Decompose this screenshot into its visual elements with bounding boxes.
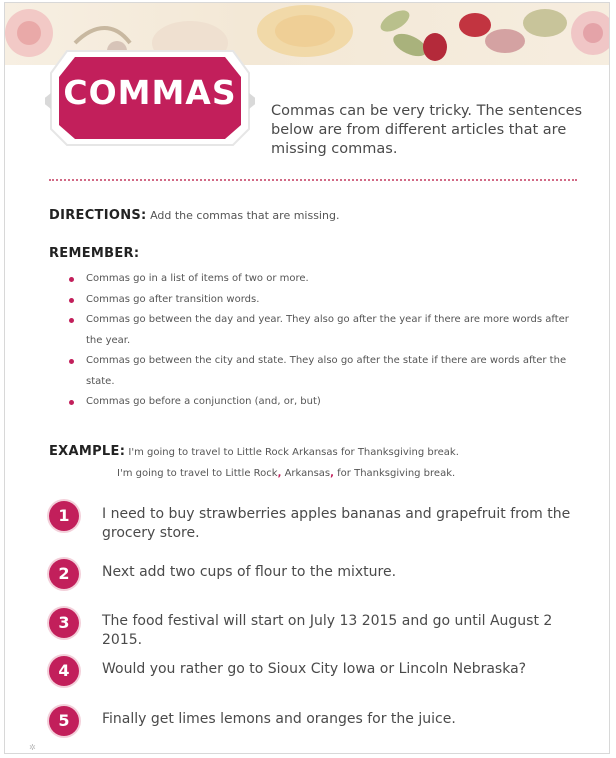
dotted-divider — [49, 179, 577, 181]
question-text: Would you rather go to Sioux City Iowa or Lincoln Nebraska? — [102, 661, 527, 677]
worksheet-page — [4, 2, 610, 754]
question-number: 2 — [49, 559, 79, 589]
question-number: 4 — [49, 656, 79, 686]
question-text: Next add two cups of flour to the mixture. — [102, 564, 397, 580]
directions-label: DIRECTIONS: — [49, 208, 147, 223]
comma-mark: , — [277, 468, 282, 479]
logo-icon: ✲ — [29, 743, 36, 752]
rules-list — [69, 269, 581, 413]
list-item: Commas go between the city and state. They also go after the state if there are words after the state. — [69, 351, 581, 392]
remember-label: REMEMBER: — [49, 246, 140, 261]
example-label: EXAMPLE: — [49, 444, 126, 459]
question-number: 1 — [49, 501, 79, 531]
question-text: The food festival will start on July 13 2015 and go until August 2 2015. — [102, 613, 553, 648]
question-number: 5 — [49, 706, 79, 736]
bullet-icon — [69, 298, 74, 303]
bullet-icon — [69, 318, 74, 323]
directions-text: Add the commas that are missing. — [150, 209, 340, 222]
list-item: Commas go after transition words. — [69, 290, 581, 311]
bullet-icon — [69, 359, 74, 364]
question-text: Finally get limes lemons and oranges for the juice. — [102, 711, 456, 727]
intro-text: Commas can be very tricky. The sentences below are from different articles that are missing commas. — [271, 103, 583, 157]
bullet-icon — [69, 400, 74, 405]
example-corrected: I'm going to travel to Little Rock, Arkansas, for Thanksgiving break. — [117, 468, 456, 479]
directions-section — [49, 208, 339, 223]
title-badge — [45, 33, 255, 161]
list-item: Commas go before a conjunction (and, or, but) — [69, 392, 581, 413]
question-number: 3 — [49, 608, 79, 638]
example-original — [49, 441, 459, 463]
page-title: COMMAS — [63, 73, 237, 112]
list-item: Commas go between the day and year. They also go after the year if there are more words after the year. — [69, 310, 581, 351]
comma-mark: , — [330, 468, 334, 479]
example-original-text: I'm going to travel to Little Rock Arkansas for Thanksgiving break. — [128, 447, 459, 458]
list-item: Commas go in a list of items of two or more. — [69, 269, 581, 290]
example-section — [49, 441, 459, 484]
question-text: I need to buy strawberries apples bananas and grapefruit from the grocery store. — [102, 506, 571, 541]
bullet-icon — [69, 277, 74, 282]
